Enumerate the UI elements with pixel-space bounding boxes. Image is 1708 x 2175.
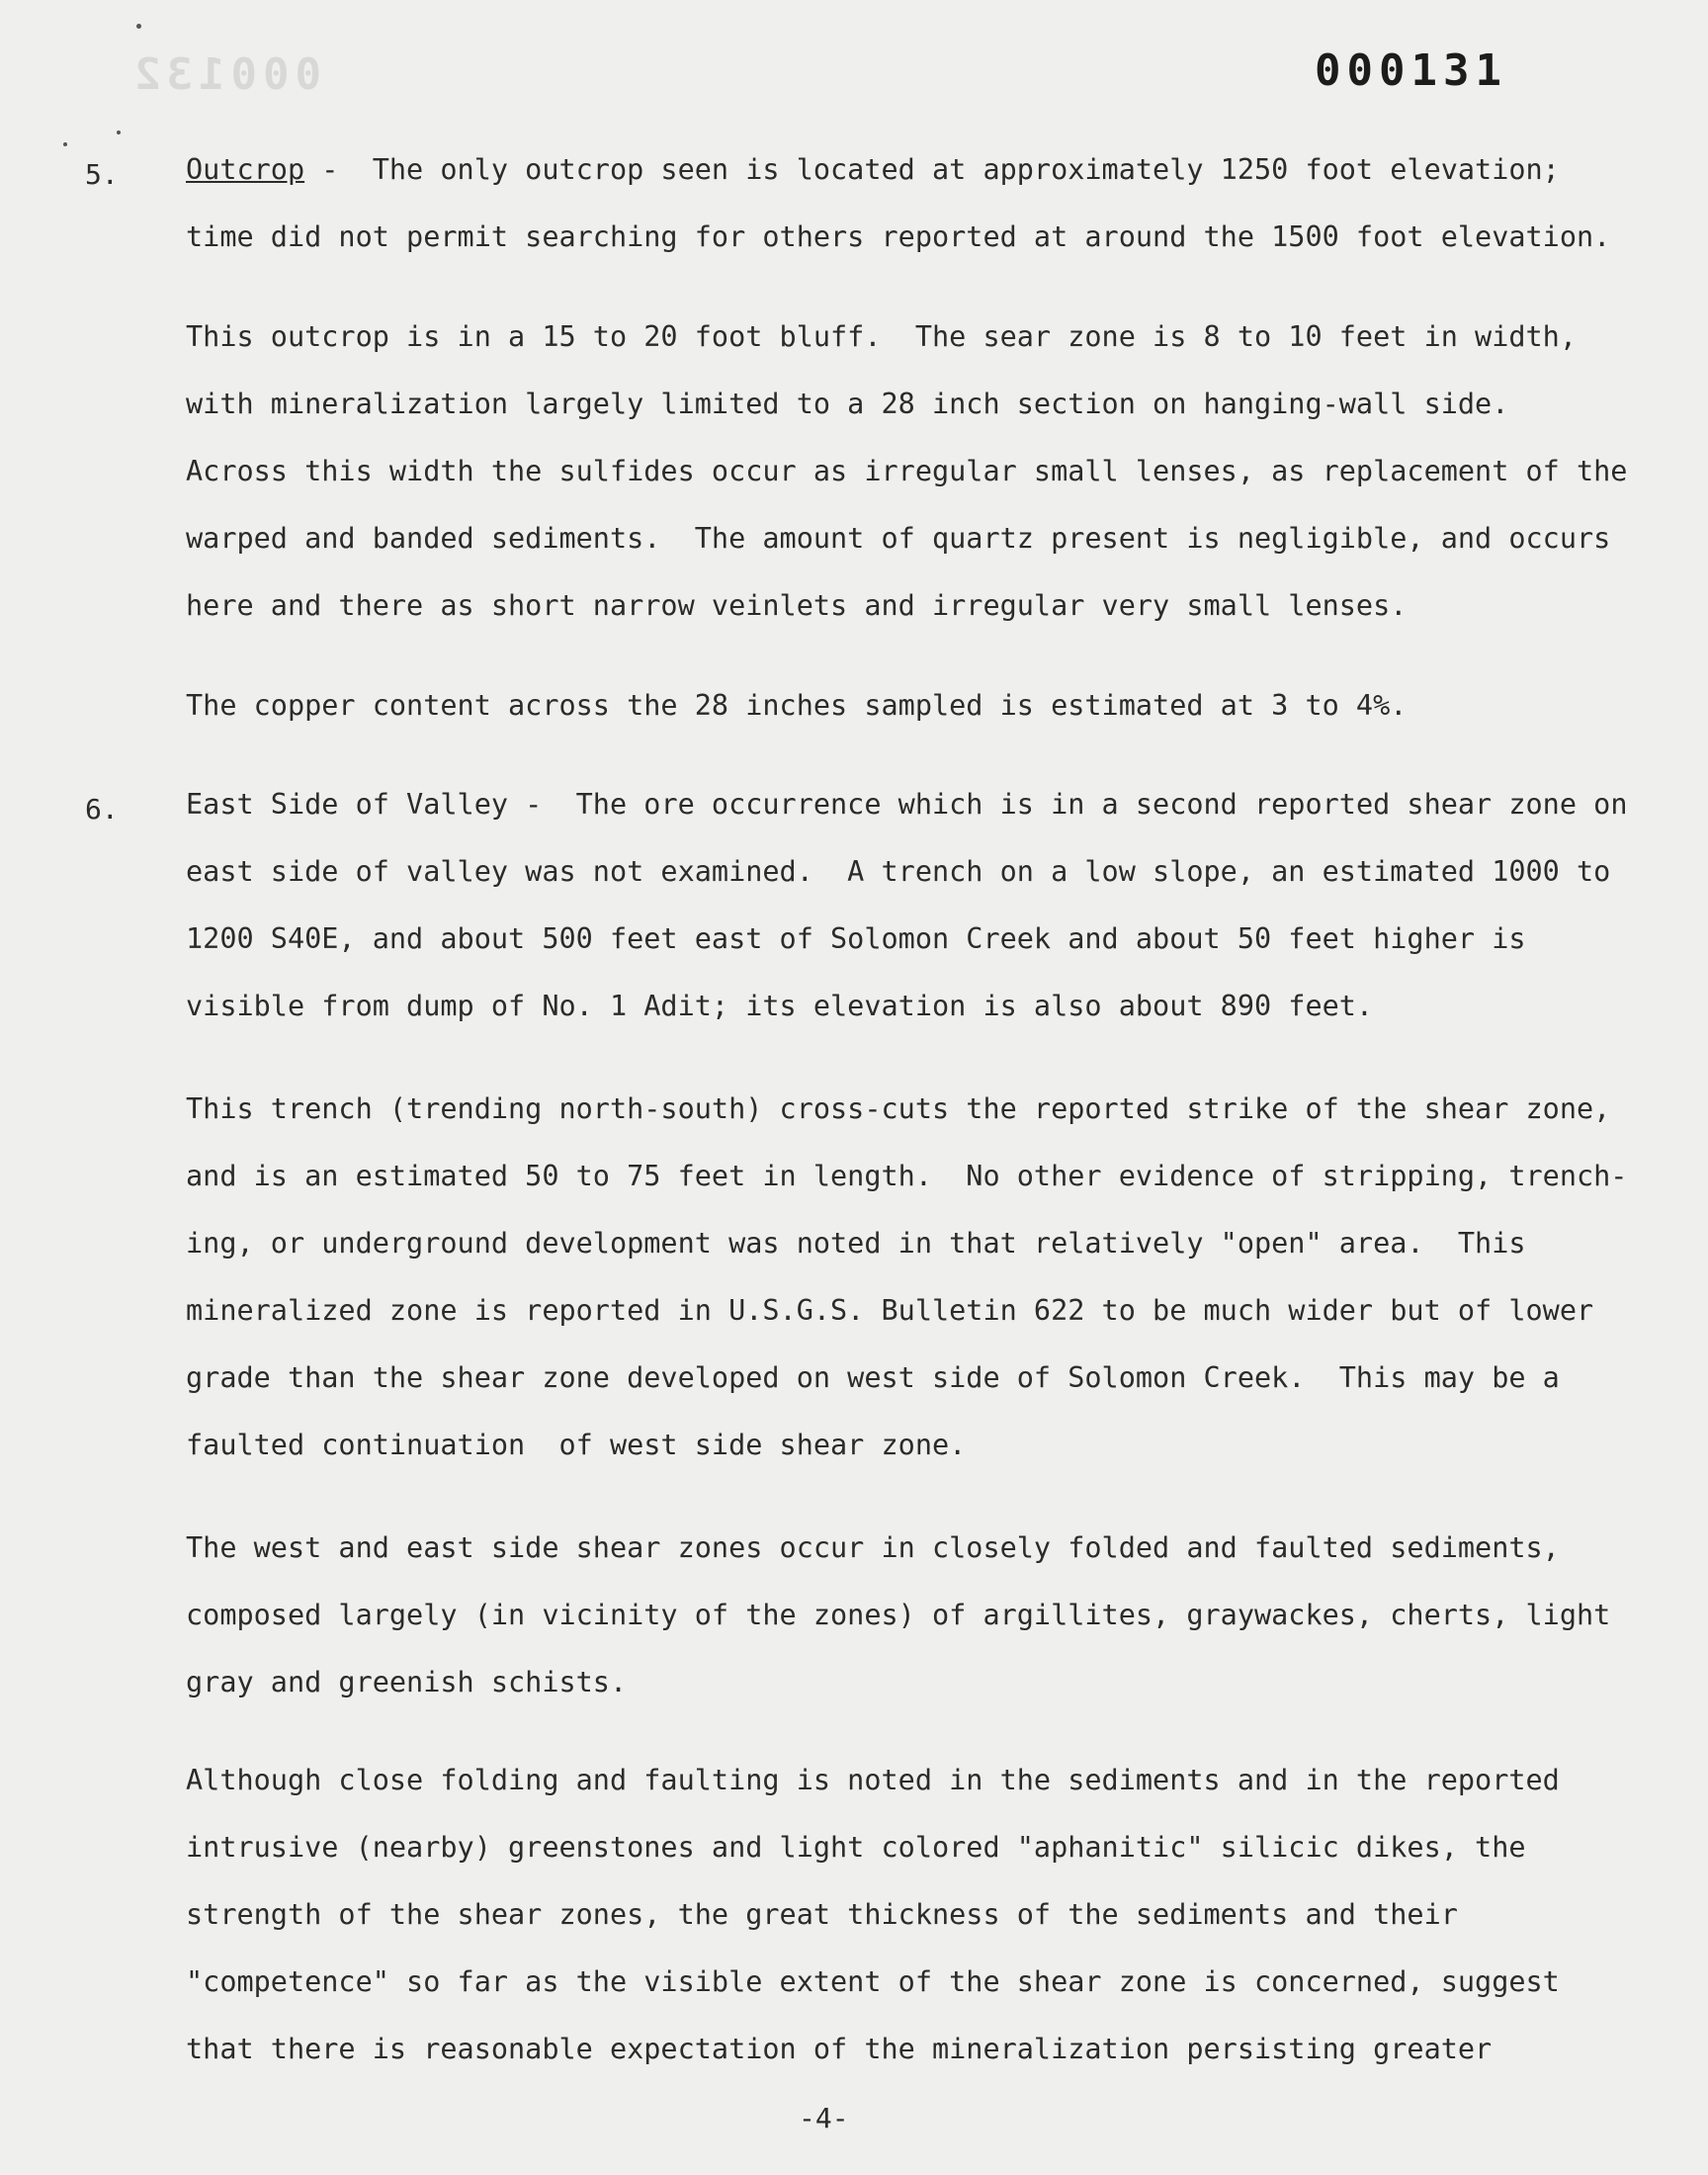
paragraph: This outcrop is in a 15 to 20 foot bluff. The sear zone is 8 to 10 feet in width, with mineralization largely limited to a 28 inch section on hanging-wall side. Across this width the sulfides occur as irregular small lenses, as replacement of the warped and banded sediments. The amount of quartz present is negligible, and occurs here and there as short narrow veinlets and irregular very small lenses.	[186, 320, 1645, 622]
section-5-intro	[186, 136, 1639, 271]
section-heading: East Side of Valley	[186, 788, 509, 821]
paragraph: This trench (trending north-south) cross-cuts the reported strike of the shear zone, and is an estimated 50 to 75 feet in length. No other evidence of stripping, trench-ing, or underground development was noted in that relatively "open" area. This mineralized zone is reported in U.S.G.S. Bulletin 622 to be much wider but of lower grade than the shear zone developed on west side of Solomon Creek. This may be a faulted continuation of west side shear zone.	[186, 1092, 1628, 1461]
speck	[117, 130, 121, 134]
section-number: 6.	[85, 793, 119, 826]
paragraph: Although close folding and faulting is noted in the sediments and in the reported intrusive (nearby) greenstones and light colored "aphanitic" silicic dikes, the strength of the shear zones, the great thickness of the sediments and their "competence" so far as the visible extent of the shear zone is concerned, suggest that there is reasonable expectation of the mineralization persisting greater	[186, 1764, 1578, 2065]
section-6-intro	[186, 771, 1645, 1040]
section-heading: Outcrop	[186, 153, 305, 186]
section-number: 5.	[85, 158, 119, 191]
page-number: -4-	[799, 2102, 849, 2134]
speck	[136, 24, 141, 29]
page-stamp: 000131	[1315, 45, 1507, 96]
section-text: - The only outcrop seen is located at approximately 1250 foot elevation; time did not permit searching for others reported at around the 1500 foot elevation.	[186, 153, 1611, 253]
speck	[63, 142, 67, 146]
paragraph: The copper content across the 28 inches sampled is estimated at 3 to 4%.	[186, 689, 1408, 722]
ghost-stamp: 000132	[128, 49, 321, 100]
section-text: - The ore occurrence which is in a second reported shear zone on east side of valley was not examined. A trench on a low slope, an estimated 1000 to 1200 S40E, and about 500 feet east of Solomon Creek and about 50 feet higher is visible from dump of No. 1 Adit; its elevation is also about 890 feet.	[186, 788, 1645, 1022]
paragraph: The west and east side shear zones occur in closely folded and faulted sediments, composed largely (in vicinity of the zones) of argillites, graywackes, cherts, light gray and greenish schists.	[186, 1531, 1628, 1698]
